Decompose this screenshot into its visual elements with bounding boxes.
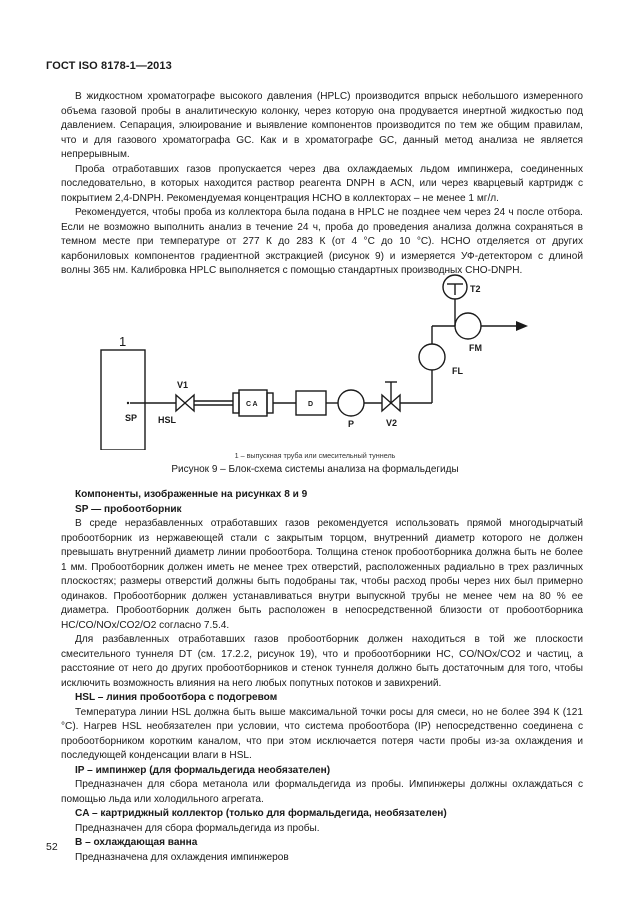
page-number: 52	[46, 841, 58, 853]
document-header: ГОСТ ISO 8178-1—2013	[46, 60, 172, 72]
figure-legend: 1 – выпускная труба или смесительный туннель	[234, 451, 396, 460]
valve-v1-icon	[176, 395, 194, 411]
label-1: 1	[119, 334, 127, 349]
ca-cap-right	[267, 393, 273, 413]
ca-paragraph: Предназначен для сбора формальдегида из пробы.	[75, 822, 320, 834]
label-p: P	[348, 419, 355, 429]
ca-cap-left	[233, 393, 239, 413]
b-heading: B – охлаждающая ванна	[75, 837, 198, 848]
label-ca: C A	[246, 401, 258, 408]
figure-caption: Рисунок 9 – Блок-схема системы анализа на формальдегиды	[171, 464, 459, 475]
tunnel-box	[101, 350, 145, 450]
gas-meter-fm-icon	[455, 313, 481, 339]
label-v2: V2	[386, 418, 398, 428]
flow-meter-fl-icon	[419, 344, 445, 370]
label-t2: T2	[470, 284, 481, 294]
sp-paragraph-2: Для разбавленных отработавших газов пробоотборник должен находиться в той же плоскости смесительного туннеля DT (см. 17.2.2, рисунок 19), что и пробоотборники HC, CO/NOx/CO2 и частиц, а расстояние от него до других пробоотборников и стенок туннеля должно быть достаточным для того, чтобы исключить возможность влияния на него любых попутных потоков и завихрений.	[61, 634, 583, 689]
outlet-arrow-icon	[516, 321, 528, 331]
intro-text	[61, 90, 583, 279]
sp-paragraph-1: В среде неразбавленных отработавших газов рекомендуется использовать прямой многодырчатый пробоотборник из нержавеющей стали с закрытым торцом, внутренний диаметр которого не должен превышать внутренний диаметр линии пробоотбора. Толщина стенок пробоотборника должна быть не более 1 мм. Пробоотборник должен иметь не менее трех отверстий, расположенных радиально в трех различных плоскостях; размеры отверстий должны быть подобраны так, чтобы расход пробы через них был примерно одинаков. Пробоотборник должен устанавливаться внутри выпускной трубы не менее чем на 80 % ее диаметра. Пробоотборник должен быть расположен в непосредственной близости от пробоотборника HC/CO/NOx/CO2/O2 согласно 7.5.4.	[61, 518, 583, 631]
label-sp: SP	[125, 413, 138, 423]
paragraph-hplc: В жидкостном хроматографе высокого давления (HPLC) производится впрыск небольшого измеренного объема газовой пробы в аналитическую колонку, через которую она продувается инертной жидкостью под давлением. Сепарация, элюирование и выявление компонентов производится по тем же общим правилам, что и для газового хроматографа GC. Как и в хроматографе GC, данный метод анализа не является непрерывным.	[61, 91, 583, 160]
label-d: D	[308, 401, 314, 408]
label-fm: FM	[469, 343, 482, 353]
probe-tip-icon	[127, 402, 129, 404]
hsl-heading: HSL – линия пробоотбора с подогревом	[75, 692, 278, 703]
paragraph-storage: Рекомендуется, чтобы проба из коллектора была подана в HPLC не позднее чем через 24 ч после отбора. Если не возможно выполнить анализ в течение 24 ч, проба до проведения анализа должна сохраняться в темном месте при температуре от 277 К до 283 К (от 4 °С до 10 °С). HCHO отделяется от других карбониловых компонентов градиентной экстракцией (рисунок 9) и измеряется УФ-детектором с длиной волны 365 нм. Калибровка HPLC выполняется с помощью стандартных производных CHO-DNPH.	[61, 207, 583, 276]
paragraph-impinger-sampling: Проба отработавших газов пропускается через два охлаждаемых льдом импинжера, соединенных последовательно, в которых находится раствор реагента DNPH в ACN, или через кварцевый картридж с покрытием 2,4-DNPH. Рекомендуемая концентрация HCHO в коллекторах – не менее 1 мг/л.	[61, 163, 583, 204]
components-text	[61, 488, 583, 865]
section-title: Компоненты, изображенные на рисунках 8 и 9	[75, 489, 308, 500]
label-fl: FL	[452, 366, 463, 376]
label-hsl: HSL	[158, 415, 176, 425]
ip-heading: IP – импинжер (для формальдегида необязателен)	[75, 764, 331, 776]
ca-heading: CA – картриджный коллектор (только для формальдегида, необязателен)	[75, 808, 447, 819]
figure-9-diagram	[0, 270, 630, 450]
pump-p-icon	[338, 390, 364, 416]
label-v1: V1	[177, 380, 189, 390]
ip-paragraph: Предназначен для сбора метанола или формальдегида из пробы. Импинжеры должны охлаждаться с помощью льда или холодильного агрегата.	[61, 779, 583, 805]
sp-heading: SP — пробоотборник	[75, 503, 182, 515]
b-paragraph: Предназначена для охлаждения импинжеров	[75, 851, 289, 863]
hsl-paragraph: Температура линии HSL должна быть выше максимальной точки росы для смеси, но не более 394 К (121 °С). Нагрев HSL необязателен при условии, что система пробоотбора (IP) непосредственно соединена с пробоотборником коротким каналом, что при этом исключается потеря части пробы из-за охлаждения и последующей конденсации влаги в HSL.	[61, 706, 583, 761]
